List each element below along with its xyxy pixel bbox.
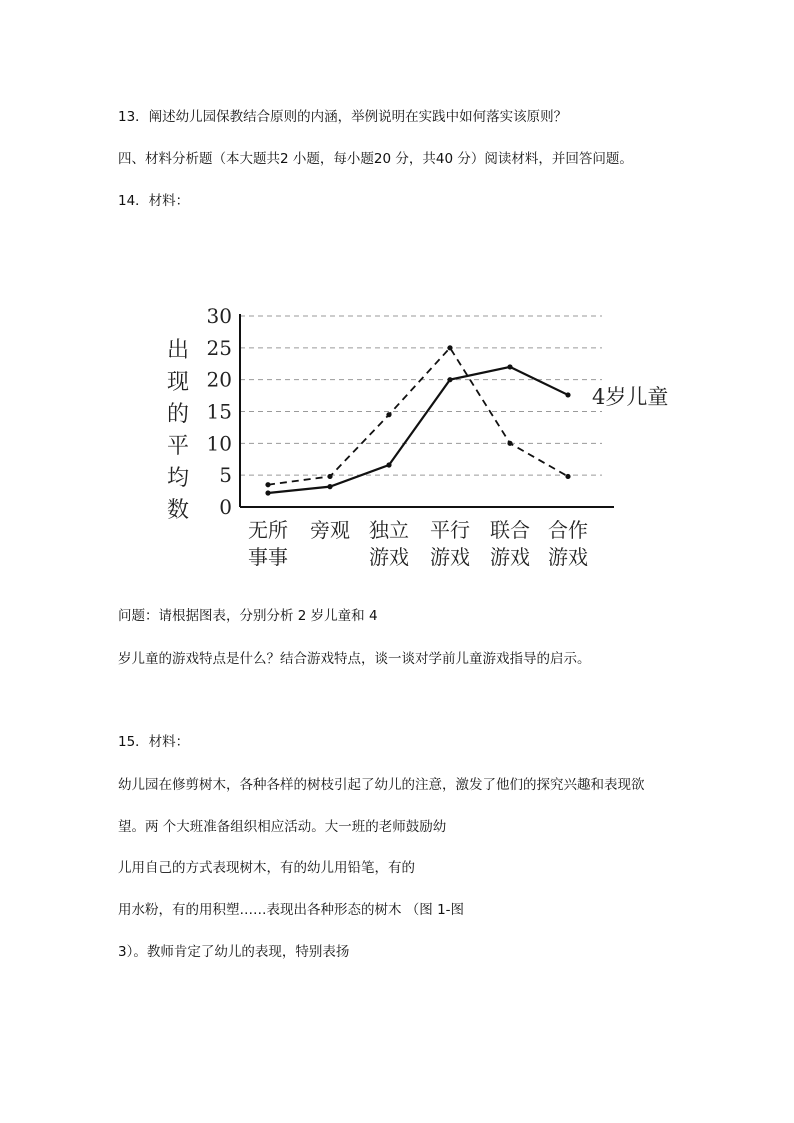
question-14-b: 岁儿童的游戏特点是什么？结合游戏特点，谈一谈对学前儿童游戏指导的启示。: [118, 651, 591, 667]
x-category-label: 游戏: [490, 545, 530, 569]
question-14-label: 14．材料：: [118, 193, 190, 209]
material-15-line-5: 3）。教师肯定了幼儿的表现，特别表扬: [118, 944, 350, 960]
question-15-label: 15．材料：: [118, 734, 190, 750]
x-category-label: 游戏: [430, 545, 470, 569]
x-category-label: 旁观: [310, 518, 350, 542]
x-category-label: 合作: [548, 518, 588, 542]
material-15-line-1: 幼儿园在修剪树木，各种各样的树枝引起了幼儿的注意，激发了他们的探究兴趣和表现欲: [118, 777, 645, 793]
series-line-dashed: [268, 348, 568, 485]
data-point: [565, 392, 570, 397]
y-axis-label-char: 出: [166, 338, 190, 363]
y-axis-label-char: 数: [166, 498, 190, 523]
y-tick-label: 20: [206, 367, 232, 392]
material-15-line-4: 用水粉，有的用积塑……表现出各种形态的树木 （图 1-图: [118, 902, 465, 918]
play-frequency-line-chart: [152, 298, 674, 574]
y-tick-label: 10: [206, 431, 232, 456]
data-point: [265, 490, 270, 495]
data-point: [507, 364, 512, 369]
y-tick-label: 0: [219, 495, 232, 519]
data-point: [265, 482, 270, 487]
question-13: 13．阐述幼儿园保教结合原则的内涵，举例说明在实践中如何落实该原则？: [118, 109, 568, 125]
data-point: [386, 412, 391, 417]
material-15-line-3: 儿用自己的方式表现树木，有的幼儿用铅笔，有的: [118, 860, 415, 876]
section-4-heading: 四、材料分析题（本大题共2 小题，每小题20 分，共40 分）阅读材料，并回答问题。: [118, 151, 633, 167]
x-category-label: 平行: [430, 518, 470, 542]
data-point: [565, 474, 570, 479]
series-label: 4岁儿童: [592, 384, 669, 409]
y-axis-label-char: 现: [166, 370, 190, 395]
data-point: [447, 345, 452, 350]
question-14-a: 问题：请根据图表，分别分析 2 岁儿童和 4: [118, 608, 378, 624]
series-line-solid: [268, 367, 568, 493]
x-category-label: 游戏: [548, 545, 588, 569]
y-tick-label: 25: [206, 335, 232, 360]
data-point: [447, 377, 452, 382]
x-category-label: 联合: [490, 518, 530, 542]
y-axis-label-char: 均: [166, 466, 190, 491]
x-category-label: 游戏: [369, 545, 409, 569]
data-point: [507, 441, 512, 446]
x-category-label: 无所: [248, 518, 288, 542]
y-axis-label-char: 平: [166, 434, 190, 459]
y-tick-label: 30: [206, 304, 232, 328]
material-15-line-2: 望。两 个大班准备组织相应活动。大一班的老师鼓励幼: [118, 819, 447, 835]
data-point: [386, 462, 391, 467]
x-category-label: 独立: [369, 518, 409, 542]
data-point: [327, 484, 332, 489]
data-point: [327, 474, 332, 479]
y-tick-label: 15: [206, 399, 232, 424]
y-axis-label-char: 的: [166, 402, 190, 427]
x-category-label: 事事: [248, 545, 288, 569]
y-tick-label: 5: [219, 463, 232, 488]
